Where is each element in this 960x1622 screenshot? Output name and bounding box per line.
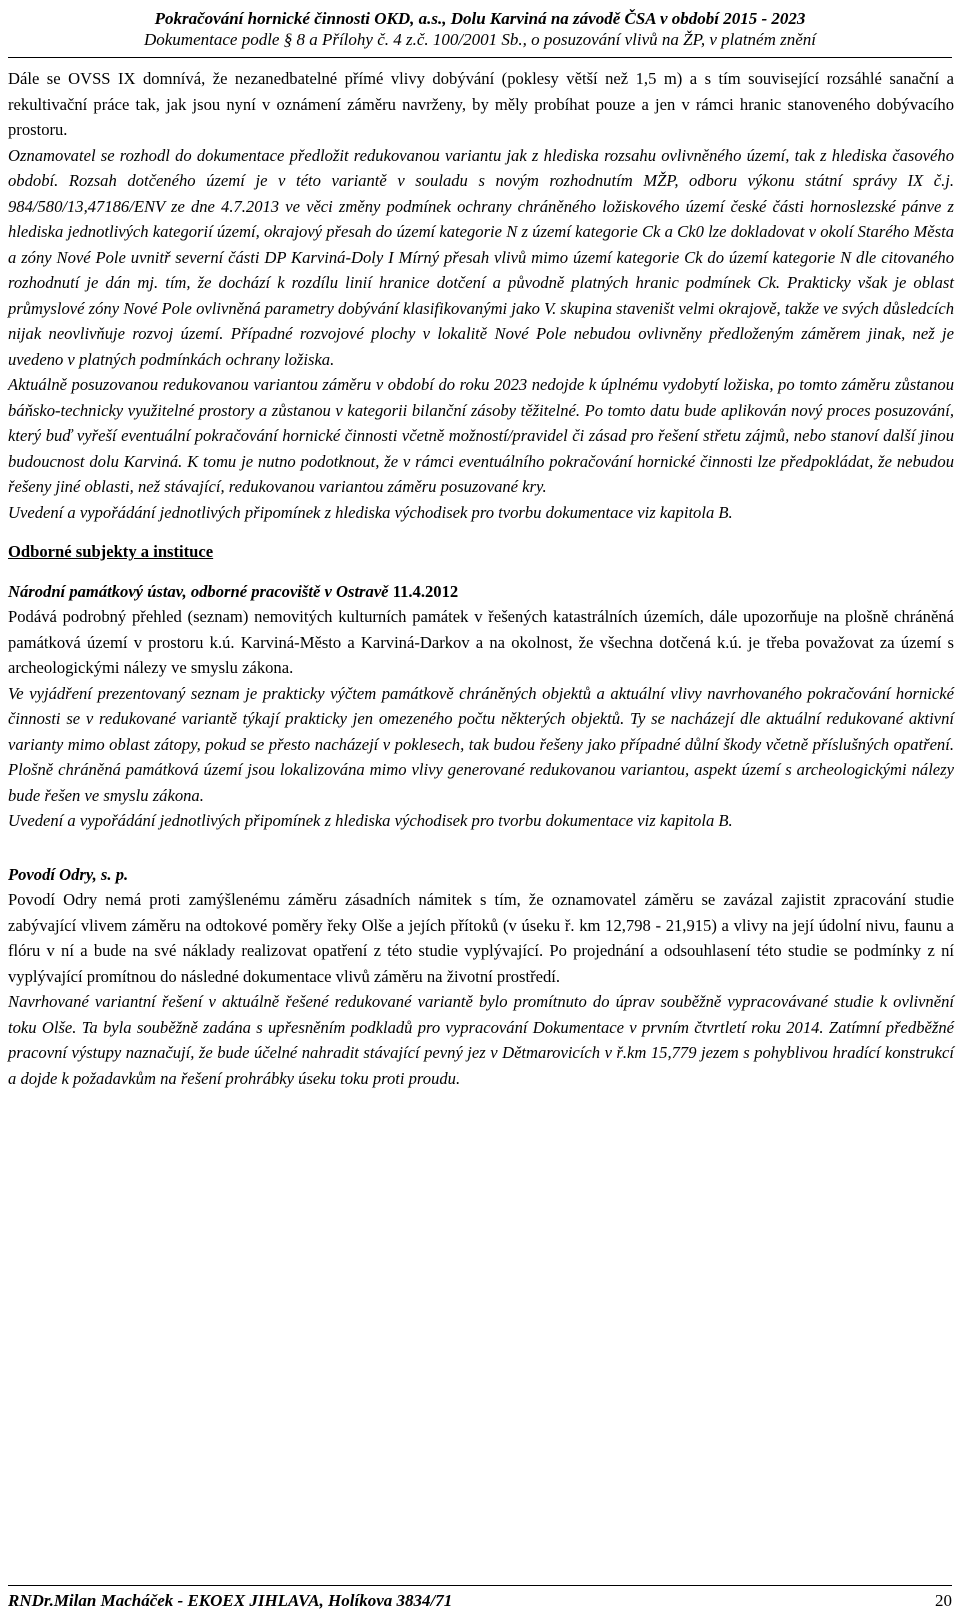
page-header <box>0 8 960 50</box>
paragraph-settlement-note: Uvedení a vypořádání jednotlivých připomínek z hlediska východisek pro tvorbu dokumentace viz kapitola B. <box>8 502 733 522</box>
header-divider <box>8 57 952 58</box>
npu-date: 11.4.2012 <box>392 581 459 601</box>
npu-heading <box>8 579 954 605</box>
npu-paragraph-2: Ve vyjádření prezentovaný seznam je prakticky výčtem památkově chráněných objektů a aktuální vlivy navrhovaného pokračování hornické činnosti se v redukované variantě týkají prakticky jen omezeného počtu některých objektů. Ty se nacházejí dle aktuální redukované aktivní varianty mimo oblast zátopy, pokud se přesto nacházejí v poklesech, tak budou řešeny jako případné důlní škody včetně příslušných opatření. Plošně chráněná památková území jsou lokalizována mimo vlivy generované redukovanou variantou, aspekt území s archeologickými nálezy bude řešen ve smyslu zákona. <box>8 683 954 805</box>
odra-paragraph-2: Navrhované variantní řešení v aktuálně řešené redukované variantě bylo promítnuto do úprav souběžně vypracovávané studie k ovlivnění toku Olše. Ta byla souběžně zadána s upřesněním podkladů pro vypracování Dokumentace v prvním čtvrtletí roku 2014. Zatímní předběžné pracovní výstupy naznačují, že bude účelné nahradit stávající pevný jez v Dětmarovicích v ř.km 15,779 jezem s pohyblivou hradící konstrukcí a dojde k požadavkům na řešení prohrábky úseku toku proti proudu. <box>8 992 954 1088</box>
footer-divider <box>8 1585 952 1586</box>
paragraph-ovss: Dále se OVSS IX domnívá, že nezanedbatelné přímé vlivy dobývání (poklesy větší než 1,5 m) a s tím související rozsáhlé sanační a rekultivační práce tak, jak jsou nyní v oznámení záměru navrženy, by měly probíhat pouze a jen v rámci hranic stanoveného dobývacího prostoru. <box>8 69 954 139</box>
npu-title: Národní památkový ústav, odborné pracoviště v Ostravě <box>8 581 389 601</box>
odra-heading: Povodí Odry, s. p. <box>8 864 129 884</box>
page-number: 20 <box>935 1591 952 1610</box>
footer-author: RNDr.Milan Macháček - EKOEX JIHLAVA, Holíkova 3834/71 <box>8 1591 453 1610</box>
document-body <box>8 66 954 1091</box>
paragraph-reduced-variant: Oznamovatel se rozhodl do dokumentace předložit redukovanou variantu jak z hlediska rozsahu ovlivněného území, tak z hlediska časového období. Rozsah dotčeného území je v této variantě v souladu s novým rozhodnutím MŽP, odboru výkonu státní správy IX č.j. 984/580/13,47186/ENV ze dne 4.7.2013 ve věci změny podmínek ochrany chráněného ložiskového území české části hornoslezské pánve z hlediska jednotlivých kategorií území, okrajový přesah do území kategorie N z území kategorie Ck a Ck0 lze dokladovat v okolí Starého Města a zóny Nové Pole uvnitř severní části DP Karviná-Doly I Mírný přesah vlivů mimo území kategorie Ck do území kategorie N dle citovaného rozhodnutí je dán mj. tím, že dochází k rozdílu linií hranice dotčení a původně platných hranic podmínek Ck. Prakticky však je oblast průmyslové zóny Nové Pole ovlivněná parametry dobývání klasifikovanými jako V. skupina staveništ velmi okrajově, takže ve svých důsledcích nijak neovlivňuje rozvoj území. Případné rozvojové plochy v lokalitě Nové Pole nebudou ovlivněny předloženým záměrem jinak, než je uvedeno v platných podmínkách ochrany ložiska. <box>8 145 954 369</box>
npu-paragraph-1: Podává podrobný přehled (seznam) nemovitých kulturních památek v řešených katastrálních územích, dále upozorňuje na plošně chráněná památková území v prostoru k.ú. Karviná-Město a Karviná-Darkov a na okolnost, že všechna dotčená k.ú. je třeba považovat za území s archeologickými nálezy ve smyslu zákona. <box>8 607 954 677</box>
page-footer <box>8 1590 952 1612</box>
header-title: Pokračování hornické činnosti OKD, a.s., Dolu Karviná na závodě ČSA v období 2015 - 2023 <box>154 9 806 28</box>
header-subtitle: Dokumentace podle § 8 a Přílohy č. 4 z.č. 100/2001 Sb., o posuzování vlivů na ŽP, v platném znění <box>143 30 817 49</box>
paragraph-current-assessment: Aktuálně posuzovanou redukovanou variantou záměru v období do roku 2023 nedojde k úplnému vydobytí ložiska, po tomto záměru zůstanou báňsko-technicky využitelné prostory a zůstanou v kategorii bilanční zásoby těžitelné. Po tomto datu bude aplikován nový proces posuzování, který buď vyřeší eventuální pokračování hornické činnosti včetně možností/pravidel či zásad pro řešení střetu zájmů, nebo stanoví další jinou budoucnost dolu Karviná. K tomu je nutno podotknout, že v rámci eventuálního pokračování hornické činnosti lze předpokládat, že nebudou řešeny jiné oblasti, než stávající, redukovanou variantou záměru posuzované kry. <box>8 375 954 496</box>
odra-paragraph-1: Povodí Odry nemá proti zamýšlenému záměru zásadních námitek s tím, že oznamovatel záměru se zavázal zajistit zpracování studie zabývající vlivem záměru na odtokové poměry řeky Olše a jejích přítoků (v úseku ř. km 12,798 - 21,915) a vlivy na její údolní nivu, faunu a flóru v ní a bude na své náklady realizovat opatření z této studie vyplývající. Po projednání a odsouhlasení této studie se podmínky z ní vyplývající promítnou do následné dokumentace vlivů záměru na životní prostředí. <box>8 890 954 986</box>
section-heading: Odborné subjekty a instituce <box>8 542 214 561</box>
npu-paragraph-3: Uvedení a vypořádání jednotlivých připomínek z hlediska východisek pro tvorbu dokumentace viz kapitola B. <box>8 811 733 830</box>
